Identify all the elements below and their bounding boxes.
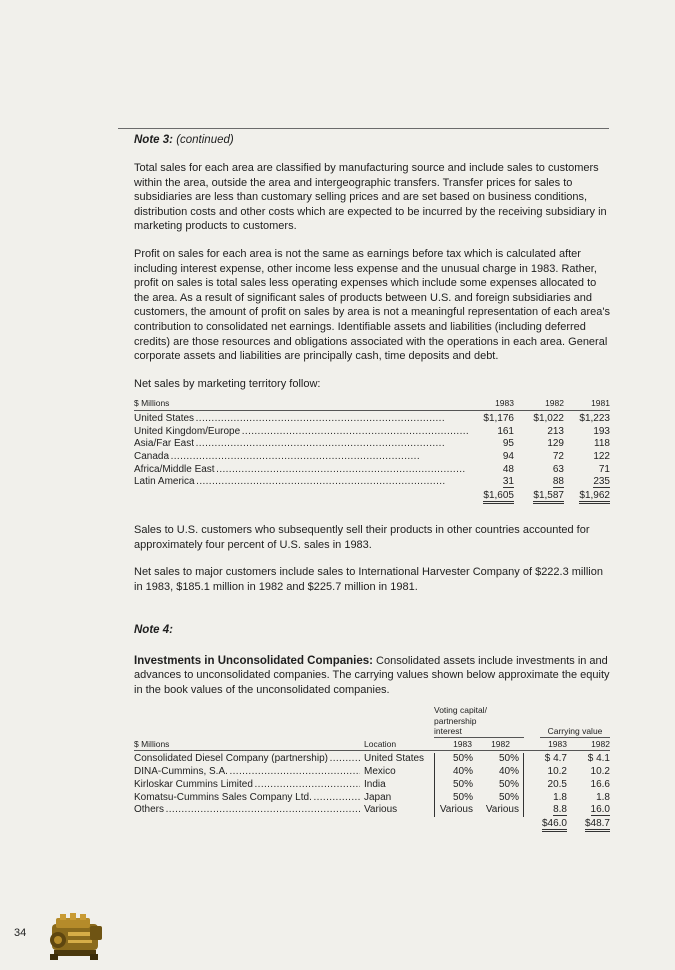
engine-icon [46,910,108,967]
sales-table-header: $ Millions 1983 1982 1981 [134,397,610,411]
sales-table [134,397,610,503]
sales-totals-row: $1,605 $1,587 $1,962 [134,489,610,503]
investments-table [134,705,610,831]
page-number: 34 [14,927,27,939]
note4-paragraph: Investments in Unconsolidated Companies: Consolidated assets include investments in and advances to unconsolidated companies. The carrying values shown below approximate the equity in the book values of the unconsolidated companies. [134,654,610,696]
note3-paragraph-4: Sales to U.S. customers who subsequently sell their products in other countries accounted for approximately four percent of U.S. sales in 1983. [134,524,590,551]
table-row: Kirloskar Cummins Limited . . . India [134,779,434,792]
note4-heading: Investments in Unconsolidated Companies: [134,654,373,667]
inv-totals-row: $46.0 $48.7 [134,817,610,831]
note3-paragraph-2: Profit on sales for each area is not the same as earnings before tax which is calculated after including interest expense, other income less expense and the unusual charge in 1983. Rather, profit on sales is total sales less operating expenses which include some expenses allocated to the area. As a result of significant sales of products between U.S. and foreign subsidiaries and customers, the amount of profit on sales by area is not a meaningful representation of each area's contribution to consolidated net earnings. Identifiable assets and liabilities (including deferred credits) are those resources and obligations associated with the operations in each area. General corporate assets and liabilities are principally cash, time deposits and debt. [134,247,610,363]
table-row: Others . . . Various [134,804,434,817]
table-row: United Kingdom/Europe . . . 161 213 193 [134,426,610,439]
note3-paragraph-5: Net sales to major customers include sales to International Harvester Company of $222.3 million in 1983, $185.1 million in 1982 and $225.7 million in 1981. [134,566,603,593]
inv-header: $ Millions Location 1983 1982 1983 1982 [134,738,610,752]
table-row: Latin America . . . 31 88 235 [134,476,610,489]
table-row: Africa/Middle East . . . 48 63 71 [134,464,610,477]
top-rule [118,128,609,129]
page-content [134,133,610,831]
note3-paragraph-3: Net sales by marketing territory follow: [134,377,321,390]
inv-body: Consolidated Diesel Company (partnership) . . . United States DINA-Cummins, S.A. . . . Mexico Kirloskar Cummins Limited . . . India Komatsu-Cummins Sales Company Ltd. . . . Japan Others . . . Various 50% 50% 40% 40% 50% 50% 50% 50% Various Various $ 4.7 $ 4.1 10.2 10.2 20.5 16.6 1.8 1.8 8.8 16.0 [134,753,610,816]
note3-paragraph-1: Total sales for each area are classified by manufacturing source and include sales to customers within the area, outside the area and intergeographic transfers. Transfer prices for sales to subsidiaries are less than customary selling prices and are set based on business conditions, distribution costs and other costs which are expected to be incurred by the receiving subsidiary in marketing products to customers. [134,162,607,233]
table-row: Asia/Far East . . . 95 129 118 [134,438,610,451]
table-row: DINA-Cummins, S.A. . . . Mexico [134,766,434,779]
inv-header-top: Voting capital/ partnership interest Carrying value [134,705,610,738]
table-row: Komatsu-Cummins Sales Company Ltd. . . . Japan [134,792,434,805]
note3-title: Note 3: (continued) [134,134,234,146]
table-row: Canada . . . 94 72 122 [134,451,610,464]
note4-title: Note 4: [134,623,173,636]
table-row: United States . . . $1,176 $1,022 $1,223 [134,413,610,426]
sales-unit: $ Millions [134,398,170,409]
table-row: Consolidated Diesel Company (partnership) . . . United States [134,753,434,766]
